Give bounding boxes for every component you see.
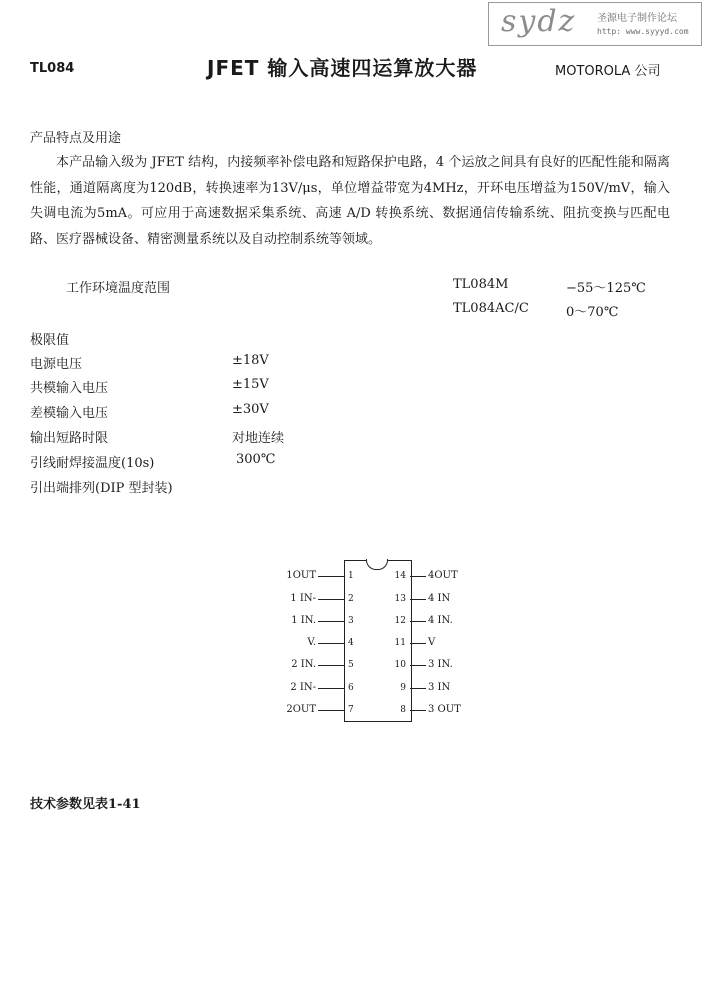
pin-number: 13 (394, 594, 406, 604)
dip-pinout-diagram (278, 560, 478, 730)
temp-range-m: −55～125℃ (566, 281, 646, 296)
pin-lead (318, 688, 344, 689)
watermark-url: http: www.syyyd.com (597, 27, 689, 36)
limit-value: 对地连续 (232, 431, 285, 446)
pin-number: 11 (394, 638, 406, 648)
pin-label: 4 IN (428, 593, 451, 604)
limit-label: 电源电压 (30, 357, 83, 372)
pin-label: 4 IN. (428, 615, 453, 626)
limit-label: 引线耐焊接温度(10s) (30, 456, 155, 471)
model-number: TL084 (30, 61, 75, 76)
pin-right (394, 570, 478, 582)
pin-left (278, 659, 354, 671)
pin-lead (318, 599, 344, 600)
limit-value: ±18V (232, 353, 269, 368)
package-notch (366, 559, 388, 570)
temp-part-m: TL084M (453, 277, 509, 292)
pin-lead (318, 621, 344, 622)
features-paragraph-text: 本产品输入级为 JFET 结构，内接频率补偿电路和短路保护电路，4 个运放之间具有良好的匹配性能和隔离性能，通道隔离度为120dB，转换速率为13V/μs，单位增益带宽为4MHz，开环电压增益为150V/mV，输入失调电流为5mA。可应用于高速数据采集系统、高速 A/D 转换系统、数据通信传输系统、阻抗变换与匹配电路、医疗器械设备、精密测量系统以及自动控制系统等领域。 (30, 155, 670, 248)
pin-left (278, 570, 354, 582)
pin-number: 8 (400, 705, 406, 715)
pin-lead (318, 576, 344, 577)
pin-number: 10 (394, 660, 406, 670)
temp-part-c: TL084AC/C (453, 301, 529, 316)
pin-label: V (428, 637, 436, 648)
pin-right (400, 682, 478, 694)
pin-number: 7 (348, 705, 354, 715)
pin-lead (410, 688, 426, 689)
watermark (488, 2, 702, 46)
footer-note: 技术参数见表1-41 (30, 797, 141, 812)
pin-label: 3 OUT (428, 704, 461, 715)
watermark-logo: sydz (501, 4, 577, 39)
pin-number: 3 (348, 616, 354, 626)
pin-number: 14 (394, 571, 406, 581)
pin-lead (318, 643, 344, 644)
pin-number: 4 (348, 638, 354, 648)
pin-lead (318, 665, 344, 666)
features-paragraph (30, 150, 670, 253)
pin-left (278, 637, 354, 649)
pin-lead (410, 599, 426, 600)
pin-right (400, 704, 478, 716)
pin-number: 2 (348, 594, 354, 604)
pin-left (278, 682, 354, 694)
pin-number: 5 (348, 660, 354, 670)
pin-right (394, 593, 478, 605)
pin-label: 2 IN. (291, 659, 316, 670)
limit-value: 300℃ (236, 452, 276, 467)
pin-lead (318, 710, 344, 711)
pin-label: 1 IN- (290, 593, 316, 604)
pin-lead (410, 576, 426, 577)
pin-label: 1OUT (286, 570, 316, 581)
temp-range-label: 工作环境温度范围 (66, 281, 171, 296)
limits-heading: 极限值 (30, 333, 70, 348)
limit-value: ±15V (232, 377, 269, 392)
pin-lead (410, 643, 426, 644)
pin-number: 6 (348, 683, 354, 693)
pin-label: 2OUT (286, 704, 316, 715)
pin-left (278, 615, 354, 627)
page-title: JFET 输入高速四运算放大器 (207, 56, 478, 80)
limit-label: 输出短路时限 (30, 431, 109, 446)
pin-right (394, 659, 478, 671)
pin-label: 2 IN- (290, 682, 316, 693)
pin-right (394, 615, 478, 627)
pin-left (278, 593, 354, 605)
pin-label: 3 IN. (428, 659, 453, 670)
pin-label: V. (307, 637, 316, 648)
pin-lead (410, 665, 426, 666)
limit-label: 差模输入电压 (30, 406, 109, 421)
pin-lead (410, 621, 426, 622)
pin-lead (410, 710, 426, 711)
manufacturer: MOTOROLA 公司 (555, 64, 661, 79)
pin-number: 9 (400, 683, 406, 693)
limit-value: ±30V (232, 402, 269, 417)
pin-number: 12 (394, 616, 406, 626)
pinout-heading: 引出端排列(DIP 型封装) (30, 481, 173, 496)
pin-right (394, 637, 478, 649)
pin-label: 4OUT (428, 570, 458, 581)
pin-label: 1 IN. (291, 615, 316, 626)
features-heading: 产品特点及用途 (30, 131, 122, 146)
temp-range-c: 0～70℃ (566, 305, 619, 320)
watermark-site-name: 圣源电子制作论坛 (597, 13, 677, 24)
pin-number: 1 (348, 571, 354, 581)
pin-left (278, 704, 354, 716)
limit-label: 共模输入电压 (30, 381, 109, 396)
pin-label: 3 IN (428, 682, 451, 693)
